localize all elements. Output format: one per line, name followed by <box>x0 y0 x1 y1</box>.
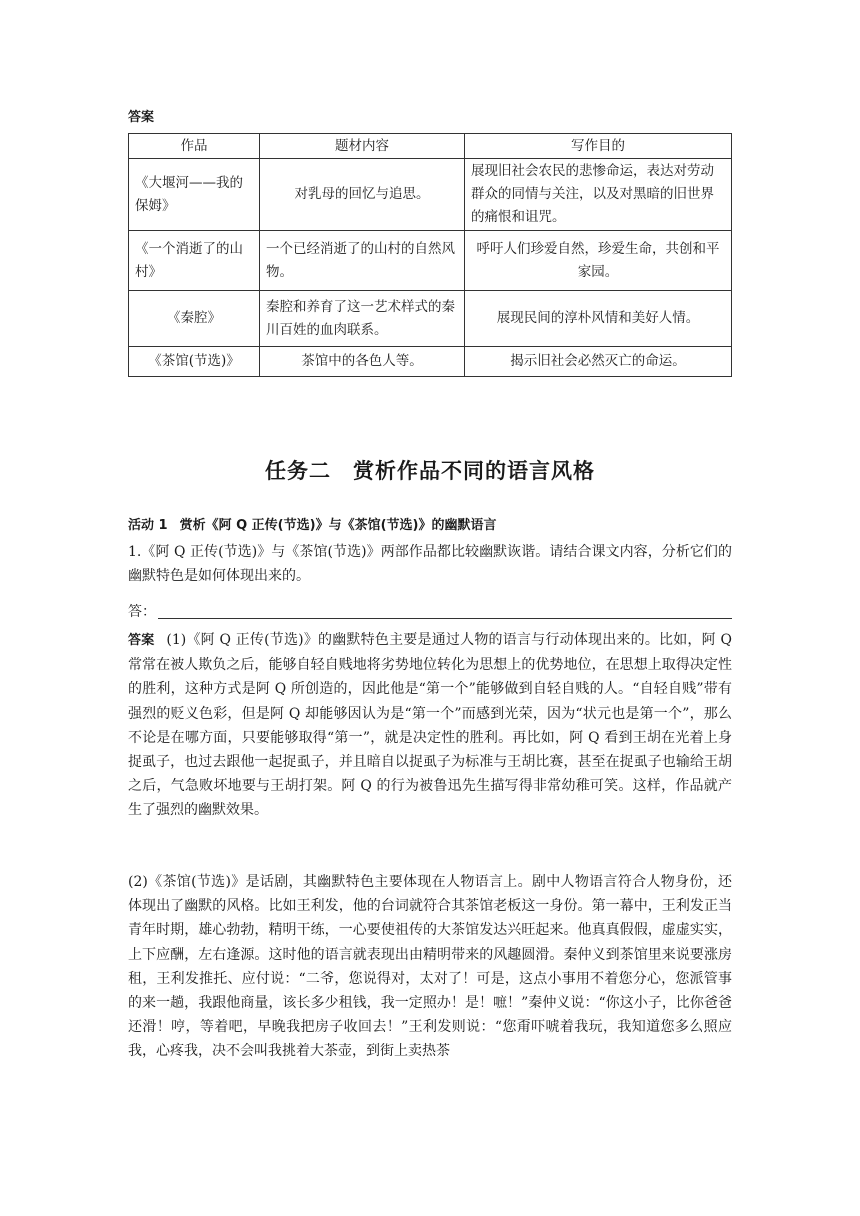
answer-text-1: (1)《阿 Q 正传(节选)》的幽默特色主要是通过人物的语言与行动体现出来的。比如，阿 Q 常常在被人欺负之后，能够自轻自贱地将劣势地位转化为思想上的优势地位，在思想上取得决定性的胜利，这种方式是阿 Q 所创造的，因此他是“第一个”能够做到自轻自贱的人。“自轻自贱”带有强烈的贬义色彩，但是阿 Q 却能够因认为是“第一个”而感到光荣，因为“状元也是第一个”，那么不论是在哪方面，只要能够取得“第一”，就是决定性的胜利。再比如，阿 Q 看到王胡在光着上身捉虱子，也过去跟他一起捉虱子，并且暗自以捉虱子为标准与王胡比赛，甚至在捉虱子也输给王胡之后，气急败坏地要与王胡打架。阿 Q 的行为被鲁迅先生描写得非常幼稚可笑。这样，作品就产生了强烈的幽默效果。 <box>128 632 732 819</box>
cell-work: 《一个消逝了的山村》 <box>129 231 260 291</box>
cell-purpose: 呼吁人们珍爱自然，珍爱生命，共创和平家园。 <box>465 231 732 291</box>
answer-prompt: 答： <box>128 604 156 620</box>
activity-heading <box>128 514 496 533</box>
cell-purpose: 展现民间的淳朴风情和美好人情。 <box>465 291 732 347</box>
cell-subject: 茶馆中的各色人等。 <box>260 347 465 377</box>
answer-paragraph-2: (2)《茶馆(节选)》是话剧，其幽默特色主要体现在人物语言上。剧中人物语言符合人物身份，还体现出了幽默的风格。比如王利发，他的台词就符合其茶馆老板这一身份。第一幕中，王利发正当青年时期，雄心勃勃，精明干练，一心要使祖传的大茶馆发达兴旺起来。他真真假假，虚虚实实，上下应酬，左右逢源。这时他的语言就表现出由精明带来的风趣圆滑。秦仲义到茶馆里来说要涨房租，王利发推托、应付说：“二爷，您说得对，太对了！可是，这点小事用不着您分心，您派管事的来一趟，我跟他商量，该长多少租钱，我一定照办！是！嗻！”秦仲义说：“你这小子，比你爸爸还滑！哼，等着吧，早晚我把房子收回去！”王利发则说：“您甭吓唬着我玩，我知道您多么照应我，心疼我，决不会叫我挑着大茶壶，到街上卖热茶 <box>128 874 732 1060</box>
cell-subject: 秦腔和养育了这一艺术样式的秦川百姓的血肉联系。 <box>260 291 465 347</box>
header-purpose: 写作目的 <box>465 134 732 159</box>
question-1: 1.《阿 Q 正传(节选)》与《茶馆(节选)》两部作品都比较幽默诙谐。请结合课文内容，分析它们的幽默特色是如何体现出来的。 <box>128 544 732 585</box>
cell-work: 《大堰河——我的保姆》 <box>129 159 260 231</box>
cell-subject: 对乳母的回忆与追思。 <box>260 159 465 231</box>
answer-label: 答案 <box>128 633 155 648</box>
cell-purpose: 揭示旧社会必然灭亡的命运。 <box>465 347 732 377</box>
activity-title: 赏析《阿 Q 正传(节选)》与《茶馆(节选)》的幽默语言 <box>179 518 497 533</box>
task-title: 任务二 赏析作品不同的语言风格 <box>265 459 595 483</box>
answer-paragraph-1 <box>128 628 732 823</box>
table-row <box>129 291 732 347</box>
cell-work: 《茶馆(节选)》 <box>129 347 260 377</box>
header-work: 作品 <box>129 134 260 159</box>
table-row <box>129 231 732 291</box>
table-row <box>129 347 732 377</box>
cell-subject: 一个已经消逝了的山村的自然风物。 <box>260 231 465 291</box>
answer-heading: 答案 <box>128 110 155 125</box>
cell-work: 《秦腔》 <box>129 291 260 347</box>
activity-label: 活动 1 <box>128 518 168 533</box>
works-table <box>128 133 732 377</box>
header-subject: 题材内容 <box>260 134 465 159</box>
table-row <box>129 159 732 231</box>
table-header-row <box>129 134 732 159</box>
cell-purpose: 展现旧社会农民的悲惨命运，表达对劳动群众的同情与关注，以及对黑暗的旧世界的痛恨和诅咒。 <box>465 159 732 231</box>
answer-input-line <box>128 601 732 621</box>
answer-rule <box>158 618 732 619</box>
